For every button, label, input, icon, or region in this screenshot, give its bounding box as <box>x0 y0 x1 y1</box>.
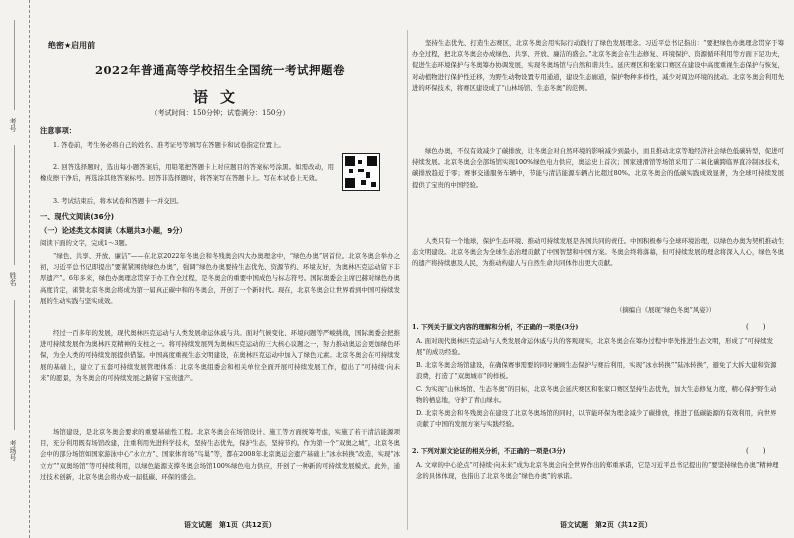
article-paragraph-2: 经过一百多年的发展，现代奥林匹克运动与人类发展命运休戚与共。面对气候变化、环境问题等严峻挑战，国际奥委会把推进可持续发展作为奥林匹克精神的支柱之一。将可持续发展列为奥林匹克运动的三大核心议题之一，努力推动奥运会更加绿色环保，为全人类的可持续发展提供借鉴。中国高度重视生态文明建设，在奥林匹克运动中加入了绿色元素。北京冬奥会在可持续发展的基础上，建立了五套可持续发展管理体系：北京冬奥组委会和相关单位全面开展可持续发展工作，提出了“可持续·向未来”的愿景，为冬奥会的可持续发展之路留下宝贵遗产。 <box>40 329 400 382</box>
question-1-option-b[interactable]: B. 北京冬奥会场馆建设，在确保赛事需要的同时兼顾生态保护与赛后利用，实现“冰水转换”“陆冰转换”，避免了大拆大建和资源浪费，打造了“双奥城市”的样板。 <box>416 361 777 381</box>
answer-blank-2[interactable]: ( ) <box>746 447 766 455</box>
question-1-option-d[interactable]: D. 北京冬奥会和冬残奥会在建设了北京冬奥场馆的同时，以节能环保为理念减少了碳排放，推进了低碳能源的有效利用，向世界贡献了中国的发展方案与实践经验。 <box>416 409 777 429</box>
question-2-stem: 2. 下列对原文论证的相关分析，不正确的一项是(3分) <box>412 447 566 455</box>
question-1-option-a[interactable]: A. 面对现代奥林匹克运动与人类发展命运休戚与共的客观现实，北京冬奥会在筹办过程中率先推进生态文明，形成了“可持续发展”的成功经验。 <box>416 337 774 357</box>
page-divider <box>407 30 408 530</box>
notice-title: 注意事项： <box>40 126 76 135</box>
answer-blank-1[interactable]: ( ) <box>746 323 766 331</box>
page-footer-2: 语文试题 第2页（共12页） <box>560 521 652 529</box>
qr-code <box>342 153 380 191</box>
question-1-stem: 1. 下列关于原文内容的理解和分析，不正确的一项是(3分) <box>412 323 579 331</box>
article-paragraph-5: 绿色办奥，不仅有效减少了碳排放，让冬奥会对自然环境的影响减少到最小，而且推动北京等地经济社会绿色低碳转型，促进可持续发展。北京冬奥会全部场馆实现100%绿色电力供应，奥运史上首次；国家速滑馆等场馆采用了二氧化碳跨临界直冷制冰技术，碳排放趋近于零；赛事交通服务车辆中，节能与清洁能源车辆占比超过80%。北京冬奥会的低碳实践成效显著，为全球可持续发展提供了宝贵的中国经验。 <box>412 147 784 189</box>
score-line: （考试时间：150分钟；试卷满分：150分） <box>150 109 290 117</box>
margin-line <box>14 300 15 430</box>
page-footer-1: 语文试题 第1页（共12页） <box>184 521 276 529</box>
margin-line <box>14 20 15 110</box>
article-source: （摘编自《展现“绿色冬奥”风姿》） <box>616 306 716 314</box>
notice-item-2: 2. 回答选择题时，选出每小题答案后，用铅笔把答题卡上对应题目的答案标号涂黑。如需改动，用橡皮擦干净后，再选涂其他答案标号。回答非选择题时，将答案写在答题卡上。写在本试卷上无效。 <box>40 163 334 183</box>
article-paragraph-4: 坚持生态优先、打造生态赛区，北京冬奥会用实际行动践行了绿色发展理念。习近平总书记指出：“要把绿色办奥理念贯穿于筹办全过程，把北京冬奥会办成绿色、共享、开放、廉洁的盛会。”北京冬奥会在生态修复、环境保护、资源循环利用等方面下足功夫，促进生态环境保护与冬奥筹办协调发展，实现冬奥场馆与自然和谐共生。延庆赛区和张家口赛区在建设中高度重视生态保护与恢复，对动植物进行保护性迁移，为野生动物设置专用通道，建设生态廊道，保护物种多样性，减少对周边环境的扰动。北京冬奥会利用先进的环保技术，将赛区建设成了“山林场馆、生态冬奥”的范例。 <box>412 39 784 92</box>
section-one-instruction: 阅读下面的文字，完成1～3题。 <box>40 239 132 247</box>
binding-margin <box>0 0 30 538</box>
subject-title: 语文 <box>192 88 247 106</box>
margin-line <box>14 145 15 265</box>
article-paragraph-6: 人类只有一个地球，保护生态环境、推动可持续发展是各国共同的责任。中国积极参与全球环境治理，以绿色办奥为契机推动生态文明建设。北京冬奥会为全球生态治理贡献了中国智慧和中国方案。冬奥会终将落幕，但可持续发展的理念将深入人心，绿色冬奥的遗产将持续惠及人民，为推动构建人与自然生命共同体作出更大贡献。 <box>412 237 784 268</box>
article-paragraph-1: “绿色、共享、开放、廉洁”——在北京2022年冬奥会和冬残奥会四大办奥理念中，“绿色办奥”居首位。北京冬奥会举办之初，习近平总书记即提出“要紧紧围绕绿色办奥”，强调“绿色办奥要持生态优先、资源节约、环境友好，为奥林匹克运动留下丰厚遗产”。6年多来，绿色办奥理念贯穿于办工作全过程，是冬奥会的重要中国成色与标志符号。国际奥委会主席巴赫对绿色办奥高度肯定，雀赞北京冬奥会将成为第一届真正碳中和的冬奥会，开创了一个新时代。现在，北京冬奥会让世界看到中国可持续发展的生动实践与坚实成效。 <box>40 252 400 305</box>
section-one-subtitle: （一）论述类文本阅读（本题共3小题，9分） <box>40 226 187 235</box>
question-1-option-c[interactable]: C. 为实现“山林场馆、生态冬奥”的目标，北京冬奥会延庆赛区和张家口赛区坚持生态优先，加大生态修复力度，精心保护野生动物的栖息地，守护了青山绿水。 <box>416 385 777 405</box>
page-one <box>34 0 406 538</box>
notice-item-1: 1. 答卷前，考生务必将自己的姓名、准考证号等填写在答题卡和试卷指定位置上。 <box>53 141 285 149</box>
notice-item-3: 3. 考试结束后，将本试卷和答题卡一并交回。 <box>53 197 183 205</box>
margin-label-room: 考场号 <box>9 440 17 461</box>
margin-label-exam-no: 考号 <box>9 118 17 132</box>
article-paragraph-3: 场馆建设，是北京冬奥会要求的重要基础性工程。北京冬奥会在场馆设计、施工等方面统筹考虑，实施了若干清洁能源项目，充分利用既有场馆改建，注重利用先进科学技术，坚持生态优先，保护生态，坚持节约。作为第一个“双奥之城”，北京冬奥会中的部分场馆如国家游泳中心“水立方”、国家体育场“鸟巢”等，都在2008年北京奥运会遗产基础上“冰水转换”改造，实现“冰立方”“双奥场馆”等可持续利用，以绿色能源支撑冬奥会场馆100%绿色电力供应，开创了一种新的可持续发展模式。此外，通过技术创新，北京冬奥会将办成一届低碳、环保的盛会。 <box>40 428 400 481</box>
confidential-seal: 绝密★启用前 <box>48 41 96 50</box>
section-one-title: 一、现代文阅读(36分) <box>40 212 115 221</box>
page-two <box>410 0 788 538</box>
margin-label-name: 姓名 <box>9 272 17 286</box>
question-2-option-a[interactable]: A. 文章的中心论点“可持续·向未来”成为北京冬奥会向全世界作出的郑重承诺，它是习近平总书记提出的“要坚持绿色办奥”精神理念的具体体现，也指出了北京冬奥会“绿色办奥”的承诺。 <box>416 461 779 481</box>
exam-title: 2022年普通高等学校招生全国统一考试押题卷 <box>94 63 345 77</box>
